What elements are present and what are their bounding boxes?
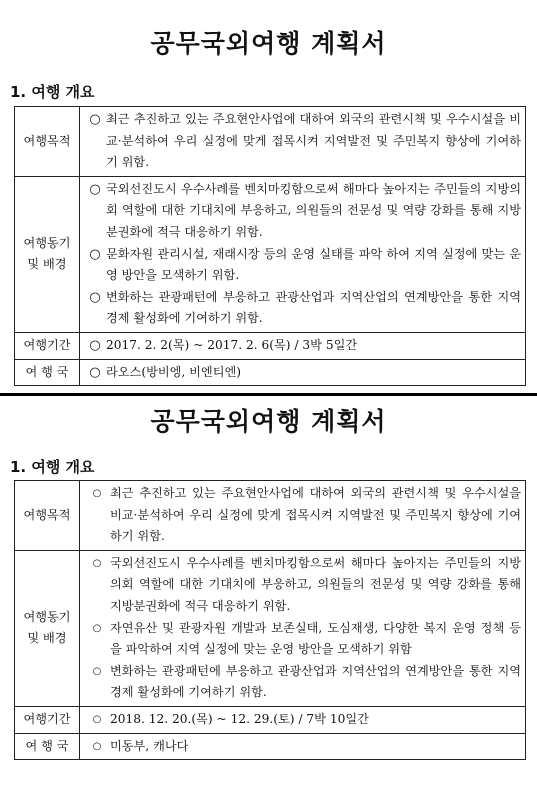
plan-document-2017 (0, 0, 537, 392)
overview-table (14, 480, 526, 760)
item-text: 최근 추진하고 있는 주요현안사업에 대하여 외국의 관련시책 및 우수시설을 비교·분석하여 우리 실정에 맞게 접목시켜 지역발전 및 주민복지 향상에 기여하기 위함. (106, 112, 521, 170)
list-item (84, 244, 521, 287)
content-period (80, 332, 526, 359)
item-text: 라오스(방비엥, 비엔티엔) (106, 364, 241, 379)
list-item (84, 709, 521, 731)
item-text: 미동부, 캐나다 (110, 738, 189, 753)
item-text: 국외선진도시 우수사례를 벤치마킹함으로써 해마다 높아지는 주민들의 지방의회 역할에 대한 기대치에 부응하고, 의원들의 전문성 및 역량 강화를 통해 지방분권화에 적극 대응하기 위함. (110, 555, 521, 613)
bullet-circle-icon: ○ (89, 112, 101, 127)
bullet-circle-icon: ○ (92, 740, 102, 752)
content-country (80, 359, 526, 386)
label-period: 여행기간 (15, 706, 80, 733)
row-country (15, 359, 526, 386)
content-period (80, 706, 526, 733)
item-text: 2018. 12. 20.(목) ~ 12. 29.(토) / 7박 10일간 (110, 711, 369, 726)
list-item (84, 109, 521, 174)
section-heading: 1. 여행 개요 (10, 83, 95, 101)
label-motive (15, 176, 80, 332)
row-purpose (15, 107, 526, 177)
label-country: 여 행 국 (15, 359, 80, 386)
row-motive (15, 550, 526, 706)
item-text: 국외선진도시 우수사례를 벤치마킹함으로써 해마다 높아지는 주민들의 지방의회 역할에 대한 기대치에 부응하고, 의원들의 전문성 및 역량 강화를 통해 지방분권화에 적극 대응하기 위함. (106, 181, 521, 239)
label-motive-line-1: 여행동기 (23, 236, 71, 251)
label-motive (15, 550, 80, 706)
list-item (84, 661, 521, 704)
content-motive (80, 550, 526, 706)
list-item (84, 483, 521, 548)
bullet-circle-icon: ○ (89, 289, 101, 305)
bullet-circle-icon: ○ (89, 181, 101, 197)
list-item (84, 362, 521, 384)
label-purpose: 여행목적 (15, 107, 80, 177)
label-purpose: 여행목적 (15, 481, 80, 551)
bullet-circle-icon: ○ (92, 713, 102, 725)
bullet-circle-icon: ○ (89, 246, 101, 262)
content-country (80, 733, 526, 760)
row-period (15, 706, 526, 733)
list-item (84, 618, 521, 661)
list-item (84, 736, 521, 758)
list-item (84, 179, 521, 244)
list-item (84, 553, 521, 618)
overview-table (14, 106, 526, 386)
item-text: 2017. 2. 2(목) ~ 2017. 2. 6(목) / 3박 5일간 (106, 337, 358, 352)
item-text: 변화하는 관광패턴에 부응하고 관광산업과 지역산업의 연계방안을 통한 지역경제 활성화에 기여하기 위함. (106, 289, 521, 326)
document-divider (0, 393, 537, 396)
section-heading: 1. 여행 개요 (10, 458, 95, 476)
content-purpose (80, 481, 526, 551)
item-text: 변화하는 관광패턴에 부응하고 관광산업과 지역산업의 연계방안을 통한 지역경제 활성화에 기여하기 위함. (110, 663, 521, 700)
bullet-circle-icon: ○ (89, 364, 101, 380)
list-item (84, 335, 521, 357)
item-text: 자연유산 및 관광자원 개발과 보존실태, 도심재생, 다양한 복지 운영 정책 등을 파악하여 지역 실정에 맞는 운영 방안을 모색하기 위함 (110, 620, 521, 657)
row-motive (15, 176, 526, 332)
label-country: 여 행 국 (15, 733, 80, 760)
label-motive-line-2: 및 배경 (27, 257, 67, 272)
bullet-circle-icon: ○ (92, 488, 102, 499)
plan-document-2018 (0, 398, 537, 787)
document-title: 공무국외여행 계획서 (150, 29, 387, 58)
content-motive (80, 176, 526, 332)
label-motive-line-1: 여행동기 (23, 610, 71, 625)
row-period (15, 332, 526, 359)
bullet-circle-icon: ○ (92, 665, 102, 677)
document-title: 공무국외여행 계획서 (150, 407, 387, 436)
list-item (84, 287, 521, 330)
label-period: 여행기간 (15, 332, 80, 359)
item-text: 최근 추진하고 있는 주요현안사업에 대하여 외국의 관련시책 및 우수시설을 비교·분석하여 우리 실정에 맞게 접목시켜 지역발전 및 주민복지 향상에 기여하기 위함. (110, 486, 521, 544)
bullet-circle-icon: ○ (89, 337, 101, 353)
label-motive-line-2: 및 배경 (27, 631, 67, 646)
content-purpose (80, 107, 526, 177)
row-country (15, 733, 526, 760)
item-text: 문화자원 관리시설, 재래시장 등의 운영 실태를 파악 하여 지역 실정에 맞는 운영 방안을 모색하기 위함. (106, 246, 521, 283)
row-purpose (15, 481, 526, 551)
bullet-circle-icon: ○ (92, 557, 102, 569)
bullet-circle-icon: ○ (92, 622, 102, 634)
